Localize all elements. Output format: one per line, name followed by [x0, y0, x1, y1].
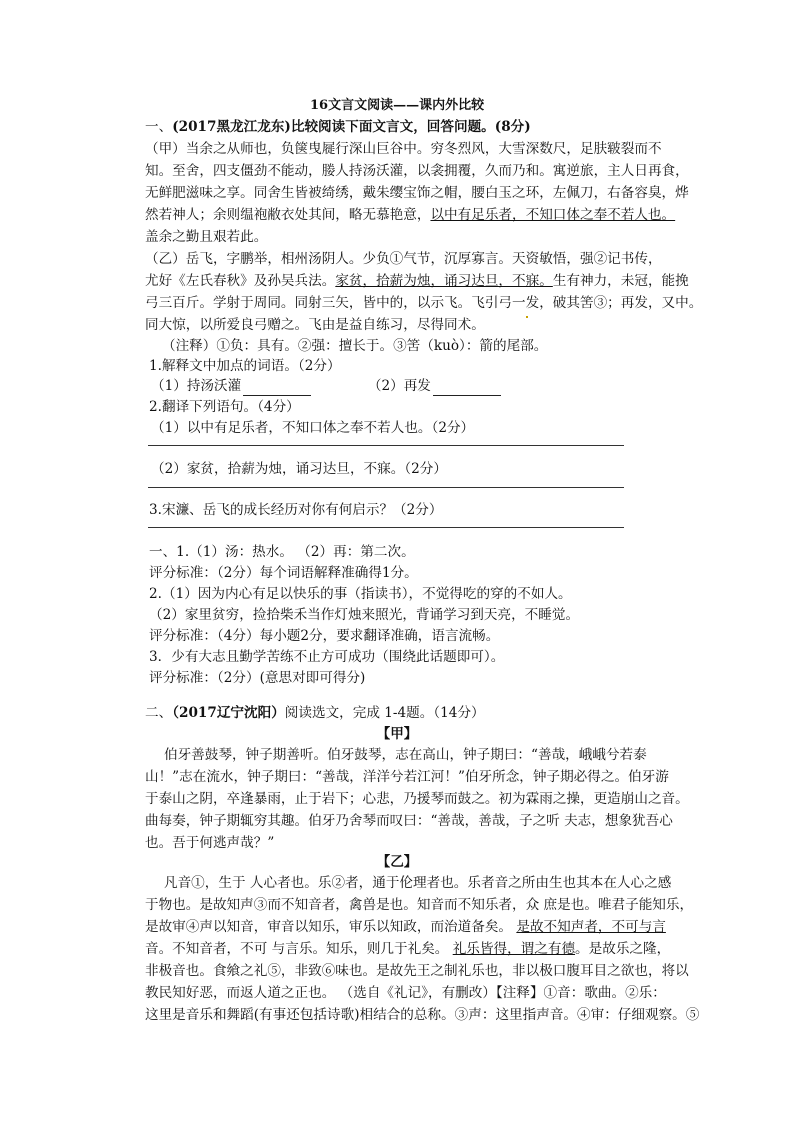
answer-line-text: 评分标准：（4分）每小题2分，要求翻译准确，语言流畅。 — [149, 628, 500, 644]
passage-line: 非极音也。食飨之礼⑤，非致⑥味也。是故先王之制礼乐也，非以极口腹耳目之欲也，将以 — [145, 963, 689, 979]
section2-source: （2017辽宁沈阳） — [172, 705, 285, 721]
section2-number: 二、 — [145, 705, 173, 721]
answer-blank[interactable] — [433, 381, 501, 396]
passage-line — [145, 917, 666, 937]
section1-score: (8分) — [494, 119, 531, 135]
question-2: 2.翻译下列语句。（4分） — [149, 399, 300, 415]
yi-line-text: 尤好《左氏春秋》及孙吴兵法。 — [145, 273, 336, 289]
passage-line: 山！”志在流水，钟子期曰：“善哉，洋洋兮若江河！”伯牙所念，钟子期必得之。伯牙游 — [145, 769, 669, 785]
passage-yi-label: 【乙】 — [376, 854, 418, 870]
question-1b: （2）再发 — [367, 378, 431, 394]
jia-line — [145, 205, 675, 225]
passage-line: 这里是音乐和舞蹈(有事还包括诗歌)相结合的总称。③声：这里指声音。④审：仔细观察。⑤ — [145, 1007, 700, 1023]
question-1: 1.解释文中加点的词语。（2分） — [149, 358, 341, 374]
passage-line: 凡音①，生于 人心者也。乐②者，通于伦理者也。乐者音之所由生也其本在人心之感 — [164, 875, 672, 891]
section1-number: 一、 — [145, 119, 173, 135]
answer-line[interactable] — [148, 487, 624, 488]
yi-line: 弓三百斤。学射于周同。同射三矢，皆中的，以示飞。飞引弓一发，破其筈③；再发，又中。 — [145, 295, 703, 311]
passage-line: 伯牙善鼓琴，钟子期善听。伯牙鼓琴，志在高山，钟子期曰：“善哉，峨峨兮若泰 — [164, 747, 647, 763]
question-1a: （1）持汤沃灌 — [151, 378, 242, 394]
answer-line-text: 3．少有大志且勤学苦练不止方可成功（围绕此话题即可）。 — [149, 649, 505, 665]
passage-line: 教民知好恶，而返人道之正也。 （选自《礼记》，有删改）【注释】①音：歌曲。②乐： — [145, 985, 666, 1001]
question-3: 3.宋濂、岳飞的成长经历对你有何启示？（2分） — [149, 502, 443, 518]
answer-blank[interactable] — [243, 381, 311, 396]
yi-line: 同大惊，以所爱良弓赠之。飞由是益自练习，尽得同术。 — [145, 317, 485, 333]
notes: （注释）①负：具有。②强：擅长于。③筈（kuò）：箭的尾部。 — [162, 338, 548, 354]
answer-line-text: 评分标准：（2分）(意思对即可得分) — [149, 670, 366, 686]
yi-line: （乙）岳飞，字鹏举，相州汤阴人。少负①气节，沉厚寡言。天资敏悟，强②记书传， — [145, 251, 662, 267]
passage-text: 。是故乐之隆， — [575, 941, 671, 957]
answer-line-text: 2.（1）因为内心有足以快乐的事（指读书），不觉得吃的穿的不如人。 — [149, 586, 572, 602]
question-2-1: （1）以中有足乐者，不知口体之奉不若人也。（2分） — [151, 420, 475, 436]
jia-line: 无鲜肥滋味之享。同舍生皆被绮绣，戴朱缨宝饰之帽，腰白玉之环，左佩刀，右备容臭，烨 — [145, 185, 689, 201]
passage-line — [145, 939, 670, 959]
answer-line-text: （2）家里贫穷，捡拾柴禾当作灯烛来照光，背诵学习到天亮，不睡觉。 — [149, 607, 580, 623]
passage-line: 曲每奏，钟子期辄穷其趣。伯牙乃舍琴而叹曰：“善哉，善哉，子之听 夫志，想象犹吾心 — [145, 813, 673, 829]
section1-heading — [145, 117, 531, 137]
question-2-2: （2）家贫，拾薪为烛，诵习达旦，不寐。（2分） — [151, 461, 447, 477]
answer-line-text: 一、1.（1）汤：热水。 （2）再：第二次。 — [149, 544, 415, 560]
page-title: 16文言文阅读——课内外比较 — [310, 98, 485, 113]
answer-line[interactable] — [148, 527, 624, 528]
jia-line: 盖余之勤且艰若此。 — [145, 229, 268, 245]
jia-line: （甲）当余之从师也，负箧曳屣行深山巨谷中。穷冬烈风，大雪深数尺，足肤皲裂而不 — [145, 141, 662, 157]
passage-jia-label: 【甲】 — [376, 726, 418, 742]
section1-heading-text: (2017黑龙江龙东)比较阅读下面文言文，回答问题。 — [172, 119, 495, 135]
passage-text: 是故审④声以知音，审音以知乐，审乐以知政，而治道备矣。 — [145, 919, 517, 935]
yi-underlined-sentence: 家贫，拾薪为烛，诵习达旦，不寐。 — [335, 273, 553, 289]
jia-line-text: 然若神人；余则缊袍敝衣处其间，略无慕艳意， — [145, 207, 431, 223]
underlined-sentence: 是故不知声者，不可与言 — [516, 919, 666, 935]
section2-heading — [145, 703, 485, 723]
answer-line-text: 评分标准：（2分）每个词语解释准确得1分。 — [149, 565, 418, 581]
passage-line: 于泰山之阴，卒逢暴雨，止于岩下；心悲，乃援琴而鼓之。初为霖雨之操，更造崩山之音。 — [145, 791, 689, 807]
passage-line: 也。吾于何逃声哉？” — [145, 835, 275, 851]
passage-text: 音。不知音者，不可 与言乐。知乐，则几于礼矣。 — [145, 941, 453, 957]
passage-line: 于物也。是故知声③而不知音者，禽兽是也。知音而不知乐者，众 庶是也。唯君子能知乐， — [145, 897, 694, 913]
section2-instruction: 阅读选文，完成 1-4题。（14分） — [284, 705, 485, 721]
stray-mark — [526, 316, 528, 318]
question-1-items — [151, 376, 501, 396]
jia-underlined-sentence: 以中有足乐者，不知口体之奉不若人也。 — [430, 207, 676, 223]
yi-line — [145, 271, 689, 291]
yi-line-text: 生有神力，未冠，能挽 — [552, 273, 689, 289]
underlined-sentence: 礼乐皆得，谓之有德 — [452, 941, 576, 957]
jia-line: 知。至舍，四支僵劲不能动，媵人持汤沃灌，以衾拥覆，久而乃和。寓逆旅，主人日再食， — [145, 163, 689, 179]
answer-line[interactable] — [148, 445, 624, 446]
